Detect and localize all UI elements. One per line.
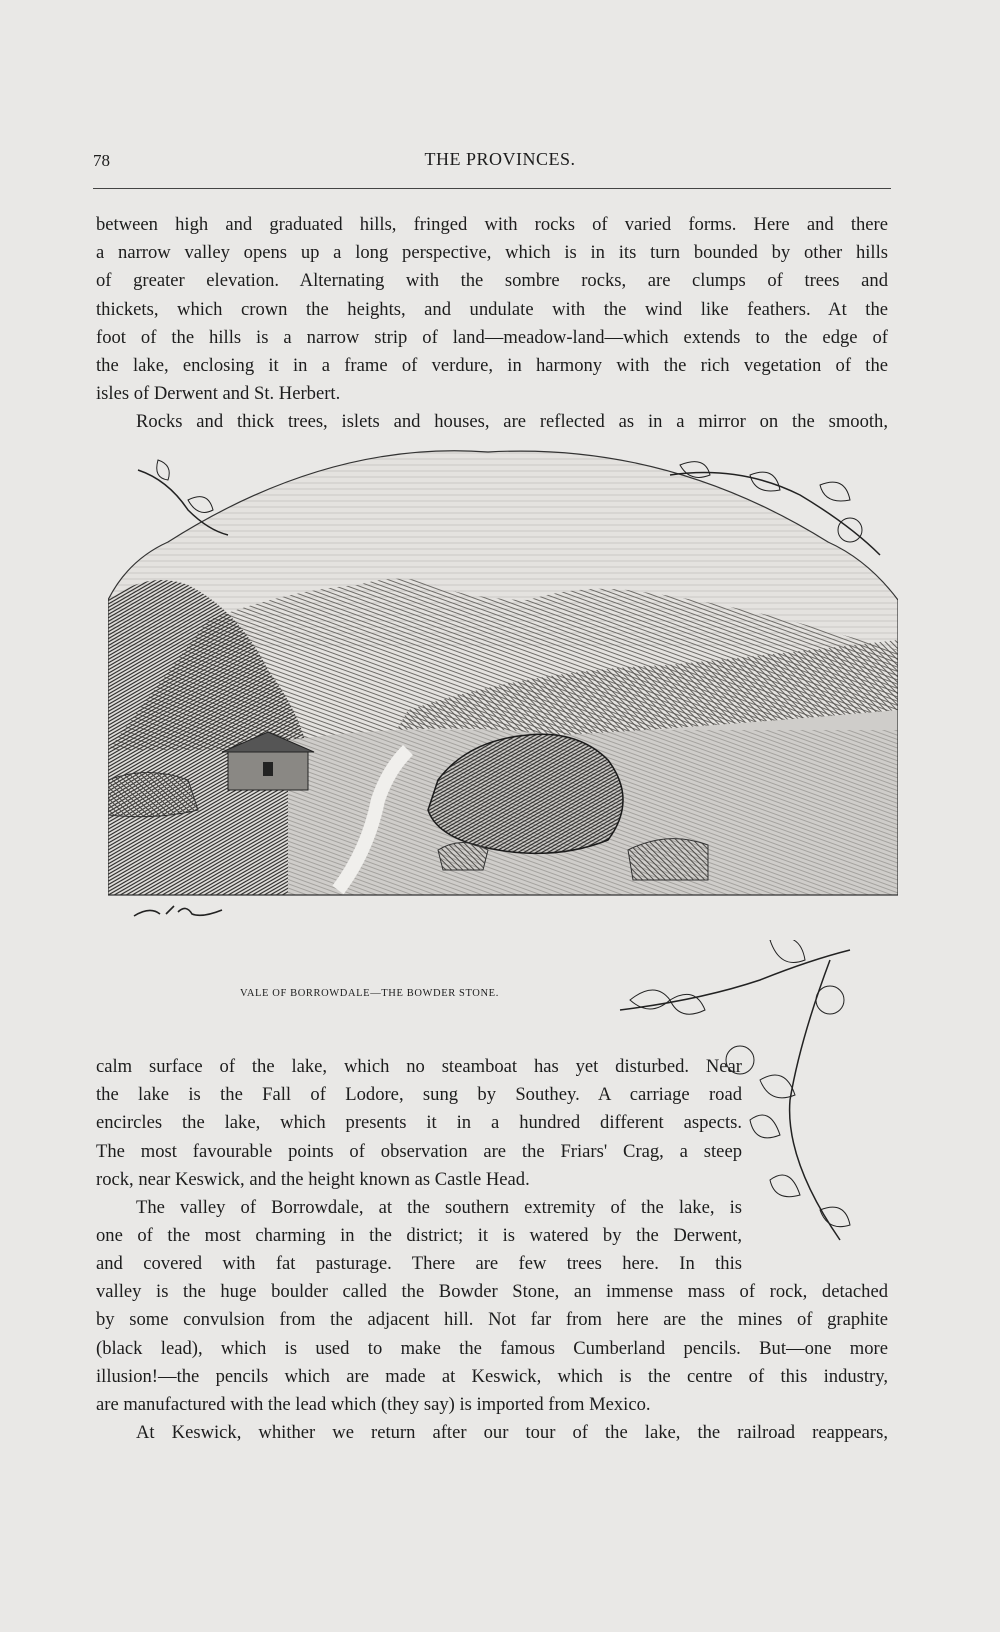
illustration-caption: VALE OF BORROWDALE—THE BOWDER STONE. xyxy=(240,988,499,999)
text-line: the lake is the Fall of Lodore, sung by Southey. A carriage road xyxy=(96,1084,742,1106)
text-line: by some convulsion from the adjacent hill. Not far from here are the mines of graphite xyxy=(96,1309,888,1331)
text-line: one of the most charming in the district; it is watered by the Derwent, xyxy=(96,1225,742,1247)
text-line: illusion!—the pencils which are made at Keswick, which is the centre of this industry, xyxy=(96,1365,888,1387)
artist-signature-icon xyxy=(130,900,230,922)
text-line: foot of the hills is a narrow strip of land—meadow-land—which extends to the edge of xyxy=(96,326,888,348)
text-line: calm surface of the lake, which no steamboat has yet disturbed. Near xyxy=(96,1056,742,1077)
text-line: a narrow valley opens up a long perspective, which is in its turn bounded by other hills xyxy=(96,242,888,264)
vine-ornament-right-icon xyxy=(660,455,890,575)
running-title: THE PROVINCES. xyxy=(424,149,576,169)
text-line: rock, near Keswick, and the height known as Castle Head. xyxy=(96,1168,530,1190)
text-line: (black lead), which is used to make the famous Cumberland pencils. But—one more xyxy=(96,1337,888,1359)
header-rule xyxy=(93,188,891,189)
text-line: and covered with fat pasturage. There are few trees here. In this xyxy=(96,1253,742,1274)
text-line: between high and graduated hills, fringed with rocks of varied forms. Here and there xyxy=(96,214,888,235)
text-line: At Keswick, whither we return after our tour of the lake, the railroad reappears, xyxy=(136,1422,888,1444)
text-line: are manufactured with the lead which (they say) is imported from Mexico. xyxy=(96,1394,651,1416)
text-line: The valley of Borrowdale, at the southern extremity of the lake, is xyxy=(136,1197,742,1219)
vine-ornament-left-icon xyxy=(128,450,238,540)
text-line: the lake, enclosing it in a frame of verdure, in harmony with the rich vegetation of the xyxy=(96,355,888,377)
text-line: of greater elevation. Alternating with the sombre rocks, are clumps of trees and xyxy=(96,270,888,292)
narrow-text-block xyxy=(96,1053,742,1250)
text-line: Rocks and thick trees, islets and houses, are reflected as in a mirror on the smooth, xyxy=(136,411,888,433)
bottom-text-block xyxy=(96,1250,888,1447)
top-text-block xyxy=(96,211,888,437)
text-line: valley is the huge boulder called the Bowder Stone, an immense mass of rock, detached xyxy=(96,1281,888,1303)
page-number: 78 xyxy=(93,151,110,170)
text-line: thickets, which crown the heights, and undulate with the wind like feathers. At the xyxy=(96,298,888,320)
text-line: The most favourable points of observation are the Friars' Crag, a steep xyxy=(96,1140,742,1162)
text-line: isles of Derwent and St. Herbert. xyxy=(96,383,341,405)
text-line: encircles the lake, which presents it in a hundred different aspects. xyxy=(96,1112,742,1134)
